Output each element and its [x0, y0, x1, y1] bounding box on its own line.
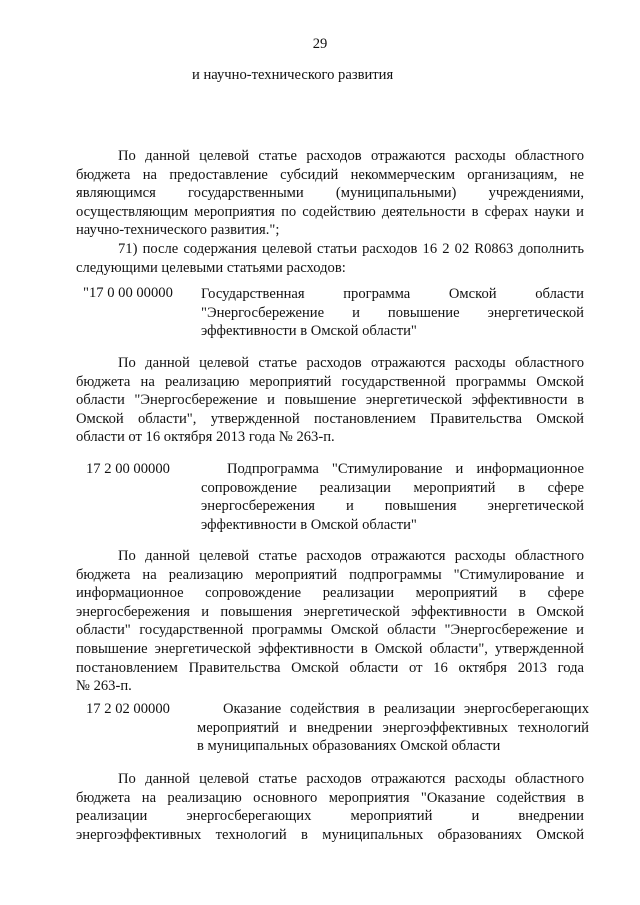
text-line: области" государственной программы Омской области "Энергосбережение и: [76, 622, 584, 639]
paragraph-3: [76, 354, 584, 447]
budget-entry-title: [201, 460, 584, 534]
text-line: мероприятий и внедрении энергоэффективных технологий: [197, 719, 589, 736]
text-line: энергосбережения и повышения энергетической эффективности в Омской: [76, 603, 584, 620]
paragraph-2: [76, 240, 584, 277]
paragraph-1: [76, 147, 584, 240]
budget-code: 17 2 00 00000: [86, 461, 170, 477]
text-line: повышение энергетической эффективности в Омской области", утвержденной: [76, 640, 584, 657]
text-line: 71) после содержания целевой статьи расходов 16 2 02 R0863 дополнить: [118, 241, 584, 257]
text-line: реализации энергосберегающих мероприятий и внедрении: [76, 808, 584, 825]
text-line: бюджета на реализацию мероприятий подпрограммы "Стимулирование и: [76, 566, 584, 583]
budget-code: "17 0 00 00000: [83, 285, 173, 301]
text-line: в муниципальных образованиях Омской области: [197, 738, 501, 755]
text-line: информационное сопровождение реализации мероприятий в сфере: [76, 585, 584, 602]
text-line: энергосбережения и повышения энергетической: [201, 498, 584, 515]
paragraph-5: [76, 770, 584, 844]
text-line: Омской области", утвержденной постановлением Правительства Омской: [76, 410, 584, 427]
text-line: эффективности в Омской области": [201, 516, 417, 533]
text-line: "Энергосбережение и повышение энергетической: [201, 304, 584, 321]
text-line: Подпрограмма "Стимулирование и информационное: [227, 461, 584, 477]
text-line: энергоэффективных технологий в муниципальных образованиях Омской: [76, 826, 584, 843]
text-line: По данной целевой статье расходов отражаются расходы областного: [118, 771, 584, 787]
text-line: бюджета на реализацию мероприятий государственной программы Омской: [76, 373, 584, 390]
text-line: сопровождение реализации мероприятий в сфере: [201, 479, 584, 496]
text-line: являющимся государственными (муниципальными) учреждениями,: [76, 185, 584, 202]
text-line: следующими целевыми статьями расходов:: [76, 259, 346, 276]
text-line: По данной целевой статье расходов отражаются расходы областного: [118, 148, 584, 164]
heading-continuation: и научно-технического развития: [192, 67, 394, 83]
text-line: эффективности в Омской области": [201, 323, 417, 340]
page-number: 29: [312, 36, 328, 52]
budget-entry-title: [201, 285, 584, 341]
text-line: научно-технического развития.";: [76, 222, 280, 239]
budget-code: 17 2 02 00000: [86, 701, 170, 717]
text-line: № 263-п.: [76, 678, 132, 695]
text-line: области от 16 октября 2013 года № 263-п.: [76, 429, 335, 446]
text-line: По данной целевой статье расходов отражаются расходы областного: [118, 548, 584, 564]
text-line: По данной целевой статье расходов отражаются расходы областного: [118, 355, 584, 371]
text-line: Оказание содействия в реализации энергосберегающих: [223, 701, 589, 717]
text-line: осуществляющим мероприятия по содействию деятельности в сферах науки и: [76, 203, 584, 220]
budget-entry-title: [197, 700, 589, 756]
text-line: бюджета на предоставление субсидий некоммерческим организациям, не: [76, 166, 584, 183]
text-line: области "Энергосбережение и повышение энергетической эффективности в: [76, 392, 584, 409]
text-line: бюджета на реализацию основного мероприятия "Оказание содействия в: [76, 789, 584, 806]
paragraph-4: [76, 547, 584, 696]
text-line: Государственная программа Омской области: [201, 286, 584, 302]
text-line: постановлением Правительства Омской области от 16 октября 2013 года: [76, 659, 584, 676]
